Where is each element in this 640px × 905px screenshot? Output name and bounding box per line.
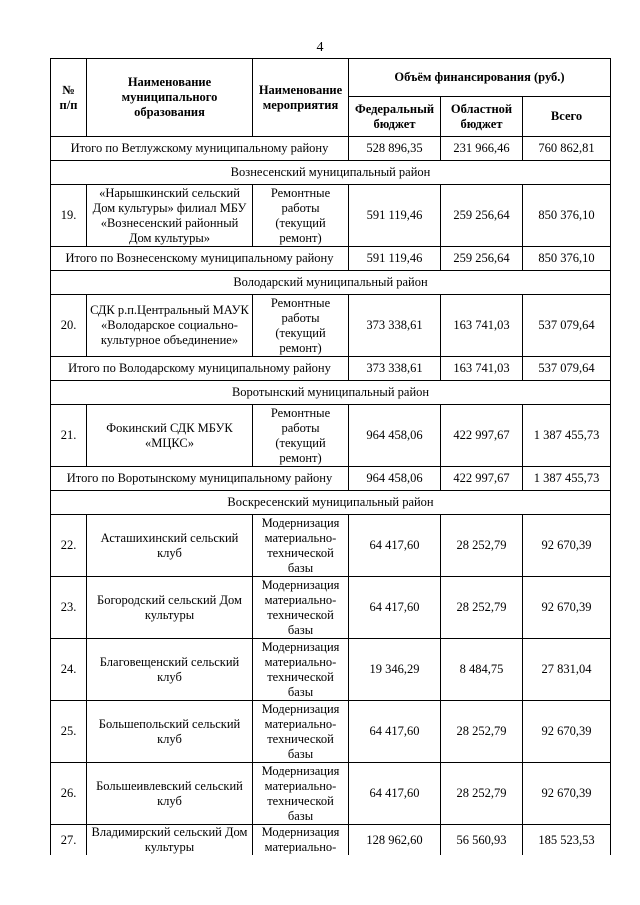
row-number: 25. bbox=[51, 701, 87, 763]
total-value: 185 523,53 bbox=[523, 825, 611, 856]
municipality-name: Асташихинский сельский клуб bbox=[87, 515, 253, 577]
page-number: 4 bbox=[316, 40, 324, 55]
total-label: Итого по Володарскому муниципальному району bbox=[51, 357, 349, 381]
table-row bbox=[51, 639, 611, 701]
federal-value: 64 417,60 bbox=[349, 577, 441, 639]
regional-value: 163 741,03 bbox=[441, 357, 523, 381]
regional-value: 231 966,46 bbox=[441, 137, 523, 161]
section-title: Воротынский муниципальный район bbox=[51, 381, 611, 405]
federal-value: 591 119,46 bbox=[349, 247, 441, 271]
municipality-name: Большепольский сельский клуб bbox=[87, 701, 253, 763]
regional-value: 28 252,79 bbox=[441, 577, 523, 639]
section-row bbox=[51, 381, 611, 405]
total-row bbox=[51, 467, 611, 491]
regional-value: 56 560,93 bbox=[441, 825, 523, 856]
total-value: 850 376,10 bbox=[523, 185, 611, 247]
event-name: Ремонтные работы (текущий ремонт) bbox=[253, 295, 349, 357]
federal-value: 128 962,60 bbox=[349, 825, 441, 856]
table-row bbox=[51, 577, 611, 639]
event-name: Ремонтные работы (текущий ремонт) bbox=[253, 405, 349, 467]
federal-value: 373 338,61 bbox=[349, 357, 441, 381]
total-value: 92 670,39 bbox=[523, 763, 611, 825]
regional-value: 422 997,67 bbox=[441, 405, 523, 467]
event-name: Модернизация материально-технической базы bbox=[253, 701, 349, 763]
total-value: 850 376,10 bbox=[523, 247, 611, 271]
section-row bbox=[51, 271, 611, 295]
table-row bbox=[51, 295, 611, 357]
header-total: Всего bbox=[523, 97, 611, 137]
header-regional: Областной бюджет bbox=[441, 97, 523, 137]
municipality-name: Богородский сельский Дом культуры bbox=[87, 577, 253, 639]
row-number: 23. bbox=[51, 577, 87, 639]
total-label: Итого по Вознесенскому муниципальному району bbox=[51, 247, 349, 271]
table-body bbox=[51, 137, 611, 856]
table-row bbox=[51, 185, 611, 247]
row-number: 21. bbox=[51, 405, 87, 467]
header-no: № п/п bbox=[51, 59, 87, 137]
table-row bbox=[51, 405, 611, 467]
section-title: Воскресенский муниципальный район bbox=[51, 491, 611, 515]
total-row bbox=[51, 137, 611, 161]
total-value: 537 079,64 bbox=[523, 295, 611, 357]
federal-value: 964 458,06 bbox=[349, 467, 441, 491]
row-number: 19. bbox=[51, 185, 87, 247]
federal-value: 964 458,06 bbox=[349, 405, 441, 467]
total-value: 92 670,39 bbox=[523, 577, 611, 639]
event-name: Модернизация материально-технической базы bbox=[253, 515, 349, 577]
total-value: 1 387 455,73 bbox=[523, 405, 611, 467]
table-row bbox=[51, 763, 611, 825]
total-value: 92 670,39 bbox=[523, 701, 611, 763]
federal-value: 373 338,61 bbox=[349, 295, 441, 357]
municipality-name: Фокинский СДК МБУК «МЦКС» bbox=[87, 405, 253, 467]
row-number: 22. bbox=[51, 515, 87, 577]
municipality-name: Владимирский сельский Дом культуры bbox=[87, 825, 253, 856]
total-row bbox=[51, 247, 611, 271]
total-value: 1 387 455,73 bbox=[523, 467, 611, 491]
federal-value: 528 896,35 bbox=[349, 137, 441, 161]
federal-value: 64 417,60 bbox=[349, 515, 441, 577]
total-label: Итого по Ветлужскому муниципальному району bbox=[51, 137, 349, 161]
municipality-name: Благовещенский сельский клуб bbox=[87, 639, 253, 701]
event-name: Ремонтные работы (текущий ремонт) bbox=[253, 185, 349, 247]
section-title: Вознесенский муниципальный район bbox=[51, 161, 611, 185]
municipality-name: СДК р.п.Центральный МАУК «Володарское социально-культурное объединение» bbox=[87, 295, 253, 357]
federal-value: 19 346,29 bbox=[349, 639, 441, 701]
header-event: Наименование мероприятия bbox=[253, 59, 349, 137]
regional-value: 28 252,79 bbox=[441, 701, 523, 763]
total-value: 537 079,64 bbox=[523, 357, 611, 381]
total-value: 760 862,81 bbox=[523, 137, 611, 161]
federal-value: 64 417,60 bbox=[349, 763, 441, 825]
table-row bbox=[51, 825, 611, 856]
municipality-name: Большеивлевский сельский клуб bbox=[87, 763, 253, 825]
regional-value: 422 997,67 bbox=[441, 467, 523, 491]
row-number: 20. bbox=[51, 295, 87, 357]
event-name: Модернизация материально-технической базы bbox=[253, 639, 349, 701]
regional-value: 28 252,79 bbox=[441, 763, 523, 825]
total-value: 27 831,04 bbox=[523, 639, 611, 701]
federal-value: 591 119,46 bbox=[349, 185, 441, 247]
header-funding: Объём финансирования (руб.) bbox=[349, 59, 611, 97]
event-name: Модернизация материально- bbox=[253, 825, 349, 856]
row-number: 26. bbox=[51, 763, 87, 825]
section-row bbox=[51, 491, 611, 515]
regional-value: 8 484,75 bbox=[441, 639, 523, 701]
event-name: Модернизация материально-технической базы bbox=[253, 763, 349, 825]
section-row bbox=[51, 161, 611, 185]
header-federal: Федеральный бюджет bbox=[349, 97, 441, 137]
regional-value: 28 252,79 bbox=[441, 515, 523, 577]
event-name: Модернизация материально-технической базы bbox=[253, 577, 349, 639]
table-row bbox=[51, 701, 611, 763]
regional-value: 259 256,64 bbox=[441, 185, 523, 247]
federal-value: 64 417,60 bbox=[349, 701, 441, 763]
header-municipality: Наименование муниципального образования bbox=[87, 59, 253, 137]
regional-value: 259 256,64 bbox=[441, 247, 523, 271]
section-title: Володарский муниципальный район bbox=[51, 271, 611, 295]
funding-table bbox=[50, 58, 611, 855]
total-value: 92 670,39 bbox=[523, 515, 611, 577]
row-number: 27. bbox=[51, 825, 87, 856]
table-row bbox=[51, 515, 611, 577]
municipality-name: «Нарышкинский сельский Дом культуры» филиал МБУ «Вознесенский районный Дом культуры» bbox=[87, 185, 253, 247]
total-label: Итого по Воротынскому муниципальному району bbox=[51, 467, 349, 491]
row-number: 24. bbox=[51, 639, 87, 701]
regional-value: 163 741,03 bbox=[441, 295, 523, 357]
total-row bbox=[51, 357, 611, 381]
